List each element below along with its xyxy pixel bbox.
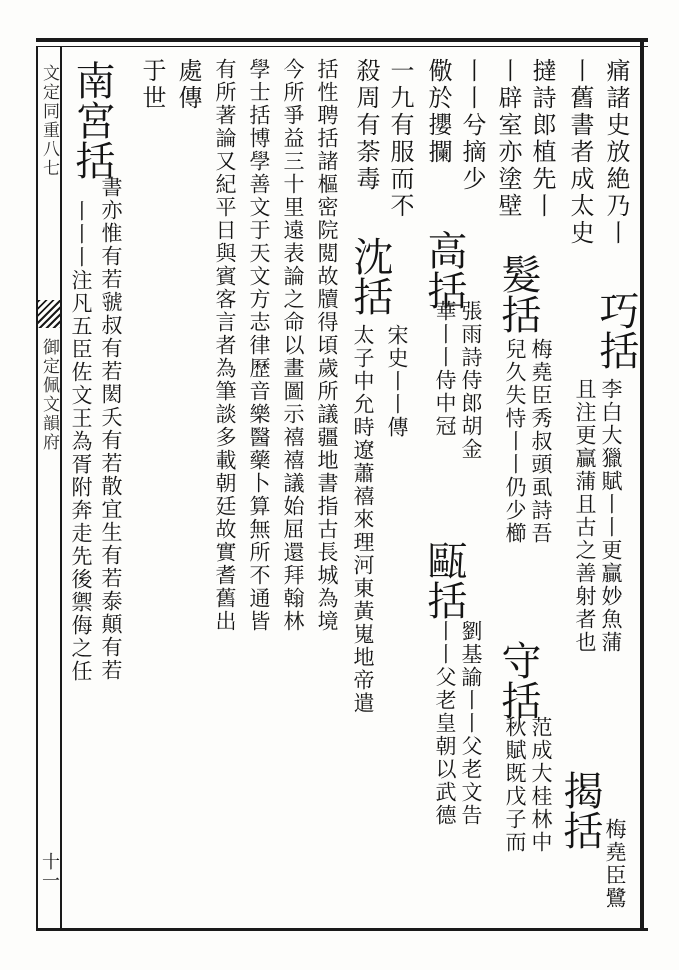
note-ou: 劉基諭丨丨父老文告 xyxy=(459,620,483,827)
note-shen: 宋史丨丨傳 xyxy=(385,324,409,439)
column-17: 丨丨丨注凡五臣佐文王為胥附奔走先後禦侮之任 xyxy=(69,200,93,683)
note-shen-2: 太子中允時遼蕭禧來理河東黃嵬地帝遣 xyxy=(351,324,375,715)
column-9: 括性聘括諸樞密院閲故牘得頃歲所議疆地書指古長城為境 xyxy=(315,58,339,633)
column-13: 處傳 xyxy=(174,58,202,112)
column-16: 書亦惟有若虢叔有若閎夭有若散宜生有若泰顛有若 xyxy=(99,176,123,682)
column-7: 一九有服而不 xyxy=(386,58,414,220)
note-ou-2: 丨丨父老皇朝以武德 xyxy=(433,620,457,827)
note-fa: 梅堯臣秀叔頭虱詩吾 xyxy=(529,338,553,545)
column-5: 丨丨兮摘少 xyxy=(458,58,486,193)
note-qiao: 李白大獵賦丨丨更贏妙魚蒲 xyxy=(599,378,623,654)
page-number: 十一 xyxy=(39,852,60,890)
column-4: 丨辟室亦塗壁 xyxy=(494,58,522,220)
spine-book-title: 御定佩文韻府 xyxy=(39,338,59,452)
column-10: 今所爭益三十里遠表論之命以畫圖示禧禧議始屈還拜翰林 xyxy=(281,58,305,633)
note-qiao-2: 且注更贏蒲且古之善射者也 xyxy=(573,378,597,654)
rubric-shou: 守括 xyxy=(495,640,541,720)
column-1: 痛諸史放絶乃丨 xyxy=(602,58,630,247)
note-shou-2: 秋賦既戊子而 xyxy=(503,716,527,854)
top-border xyxy=(36,38,648,42)
bottom-border xyxy=(36,928,648,931)
note-shou: 范成大桂林中 xyxy=(529,716,553,854)
rubric-ou: 甌括 xyxy=(421,540,467,620)
note-fa-2: 兒久失恃丨丨仍少櫛 xyxy=(503,338,527,545)
column-2: 丨舊書者成太史 xyxy=(566,58,594,247)
column-3: 撻詩郎植先丨 xyxy=(528,58,556,220)
column-12: 有所著論又紀平日與賓客言者為筆談多載朝廷故實耆舊出 xyxy=(213,58,237,633)
rubric-jie: 揭括 xyxy=(557,770,603,850)
note-gao-2: 華丨丨侍中冠 xyxy=(433,300,457,438)
rubric-qiao: 巧括 xyxy=(593,290,639,370)
note-gao: 張雨詩侍郎胡金 xyxy=(459,300,483,461)
rubric-nangong: 南宮括 xyxy=(69,60,115,180)
rubric-shen: 沈括 xyxy=(347,236,393,316)
note-jie: 梅堯臣鷺 xyxy=(603,818,627,910)
fishtail-mark xyxy=(38,300,60,328)
spine-border xyxy=(36,46,38,928)
column-11: 學士括博學善文于天文方志律歷音樂醫藥卜算無所不通皆 xyxy=(247,58,271,633)
column-8: 殺周有荼毒 xyxy=(352,58,380,193)
column-14: 于世 xyxy=(138,58,166,112)
rubric-gao: 高括 xyxy=(421,230,467,310)
column-6: 儆於攖攔 xyxy=(424,58,452,166)
margin-border xyxy=(60,46,62,928)
right-border xyxy=(640,38,644,931)
rubric-fa: 髮括 xyxy=(495,254,541,334)
spine-title: 文定同重八七 xyxy=(39,64,59,178)
top-border-inner xyxy=(36,46,648,47)
